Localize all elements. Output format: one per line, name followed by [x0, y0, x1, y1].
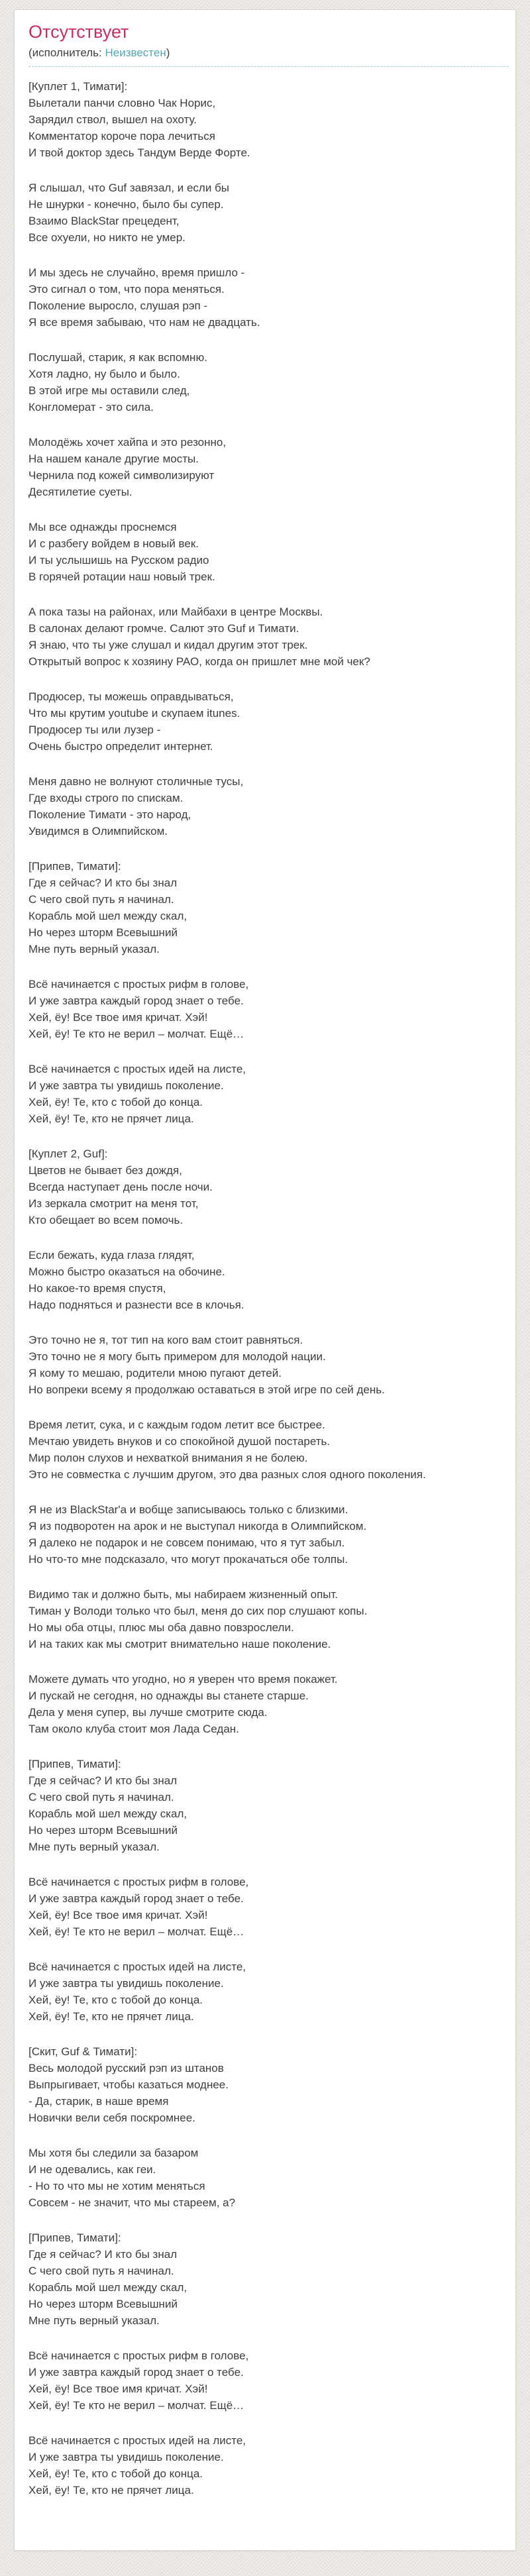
lyrics-line: Время летит, сука, и с каждым годом летит все быстрее.: [28, 1419, 325, 1432]
lyrics-line: И уже завтра ты увидишь поколение.: [28, 1079, 224, 1093]
lyrics-line: Новички вели себя поскромнее.: [28, 2112, 195, 2125]
artist-label-suffix: ): [166, 46, 170, 60]
lyrics-stanza: [28, 1417, 509, 1483]
lyrics-line: На нашем канале другие мосты.: [28, 453, 199, 466]
lyrics-stanza: [28, 1332, 509, 1398]
lyrics-stanza: [28, 1501, 509, 1568]
lyrics-line: Хей, ёу! Те кто не верил – молчат. Ещё…: [28, 1925, 244, 1939]
lyrics-line: И на таких как мы смотрит внимательно наше поколение.: [28, 1638, 331, 1651]
lyrics-line: Открытый вопрос к хозяину РАО, когда он пришлет мне мой чек?: [28, 655, 370, 669]
lyrics-stanza: [28, 2347, 509, 2414]
lyrics-line: В салонах делают громче. Салют это Guf и Тимати.: [28, 622, 299, 635]
lyrics-stanza: [28, 519, 509, 585]
lyrics-stanza: [28, 78, 509, 161]
lyrics-line: Не шнурки - конечно, было бы супер.: [28, 198, 224, 211]
lyrics-line: Всё начинается с простых идей на листе,: [28, 1063, 246, 1076]
lyrics-stanza: [28, 1671, 509, 1737]
page-background: [0, 9, 530, 2576]
lyrics-line: Молодёжь хочет хайпа и это резонно,: [28, 436, 227, 449]
lyrics-line: Можете думать что угодно, но я уверен что время покажет.: [28, 1673, 338, 1686]
lyrics-line: Я слышал, что Guf завязал, и если бы: [28, 182, 230, 195]
lyrics-line: И уже завтра каждый город знает о тебе.: [28, 994, 244, 1008]
lyrics-line: Всё начинается с простых идей на листе,: [28, 1960, 246, 1974]
lyrics-line: Можно быстро оказаться на обочине.: [28, 1265, 225, 1279]
lyrics-line: Там около клуба стоит моя Лада Седан.: [28, 1723, 239, 1736]
lyrics-stanza: [28, 688, 509, 755]
lyrics-line: Продюсер, ты можешь оправдываться,: [28, 690, 234, 704]
lyrics-line: Увидимся в Олимпийском.: [28, 825, 168, 838]
artist-line: [28, 46, 509, 67]
lyrics-line: Десятилетие суеты.: [28, 486, 132, 499]
lyrics-line: Комментатор короче пора лечиться: [28, 130, 215, 143]
lyrics-stanza: [28, 1756, 509, 1855]
lyrics-line: И твой доктор здесь Тандум Верде Форте.: [28, 146, 250, 160]
lyrics-line: И с разбегу войдем в новый век.: [28, 537, 199, 551]
lyrics-line: С чего свой путь я начинал.: [28, 893, 174, 906]
lyrics-line: Если бежать, куда глаза глядят,: [28, 1249, 195, 1262]
lyrics-stanza: [28, 2432, 509, 2498]
lyrics-line: И ты услышишь на Русском радио: [28, 554, 209, 567]
lyrics-text: [28, 78, 509, 2498]
lyrics-line: В горячей ротации наш новый трек.: [28, 570, 215, 584]
lyrics-stanza: [28, 976, 509, 1042]
lyrics-line: Я кому то мешаю, родители мною пугают детей.: [28, 1367, 282, 1380]
lyrics-line: Мне путь верный указал.: [28, 2314, 160, 2328]
lyrics-line: Где входы строго по спискам.: [28, 792, 184, 805]
page-title: Отсутствует: [28, 22, 129, 42]
lyrics-line: Я все время забываю, что нам не двадцать.: [28, 316, 260, 329]
lyrics-line: Цветов не бывает без дождя,: [28, 1164, 182, 1177]
lyrics-line: Хей, ёу! Те, кто не прячет лица.: [28, 1112, 194, 1126]
lyrics-stanza: [28, 1586, 509, 1652]
lyrics-line: Я знаю, что ты уже слушал и кидал другим этот трек.: [28, 639, 308, 652]
lyrics-line: [Припев, Тимати]:: [28, 2231, 121, 2245]
artist-link[interactable]: Неизвестен: [105, 46, 166, 60]
lyrics-line: Продюсер ты или лузер -: [28, 724, 161, 737]
lyrics-stanza: [28, 2145, 509, 2211]
lyrics-stanza: [28, 2043, 509, 2126]
lyrics-line: Корабль мой шел между скал,: [28, 910, 187, 923]
lyrics-line: Меня давно не волнуют столичные тусы,: [28, 775, 244, 788]
lyrics-line: Всё начинается с простых идей на листе,: [28, 2434, 246, 2447]
lyrics-line: Дела у меня супер, вы лучше смотрите сюда.: [28, 1706, 268, 1719]
lyrics-line: Где я сейчас? И кто бы знал: [28, 877, 178, 890]
lyrics-line: И уже завтра каждый город знает о тебе.: [28, 1892, 244, 1905]
lyrics-line: Но через шторм Всевышний: [28, 926, 178, 939]
lyrics-stanza: [28, 264, 509, 331]
lyrics-line: - Но то что мы не хотим меняться: [28, 2180, 205, 2193]
lyrics-line: Совсем - не значит, что мы стареем, а?: [28, 2196, 236, 2210]
lyrics-line: Видимо так и должно быть, мы набираем жизненный опыт.: [28, 1588, 339, 1601]
lyrics-stanza: [28, 434, 509, 500]
lyrics-line: Я не из BlackStar'a и вобще записываюсь только с близкими.: [28, 1503, 348, 1517]
lyrics-line: Но через шторм Всевышний: [28, 1824, 178, 1837]
lyrics-stanza: [28, 2229, 509, 2329]
lyrics-line: Хей, ёу! Те кто не верил – молчат. Ещё…: [28, 2399, 244, 2412]
lyrics-line: Тиман у Володи только что был, меня до сих пор слушают копы.: [28, 1605, 368, 1618]
lyrics-line: Мир полон слухов и нехваткой внимания я не болею.: [28, 1452, 308, 1465]
lyrics-line: Где я сейчас? И кто бы знал: [28, 1774, 178, 1788]
lyrics-line: И уже завтра ты увидишь поколение.: [28, 2451, 224, 2464]
lyrics-line: Хей, ёу! Те, кто не прячет лица.: [28, 2484, 194, 2497]
lyrics-line: И мы здесь не случайно, время пришло -: [28, 266, 245, 280]
lyrics-line: Хей, ёу! Все твое имя кричат. Хэй!: [28, 1909, 208, 1922]
lyrics-line: Я из подворотен на арок и не выступал никогда в Олимпийском.: [28, 1520, 367, 1533]
lyrics-line: Всё начинается с простых рифм в голове,: [28, 978, 249, 991]
lyrics-line: Послушай, старик, я как вспомню.: [28, 351, 207, 364]
lyrics-line: Я далеко не подарок и не совсем понимаю, что я тут забыл.: [28, 1536, 345, 1550]
lyrics-line: Хей, ёу! Те, кто с тобой до конца.: [28, 2467, 203, 2481]
lyrics-line: И уже завтра каждый город знает о тебе.: [28, 2366, 244, 2379]
lyrics-line: Но через шторм Всевышний: [28, 2298, 178, 2311]
lyrics-line: Это точно не я могу быть примером для молодой нации.: [28, 1350, 326, 1364]
lyrics-line: Но мы оба отцы, плюс мы оба давно повзрослели.: [28, 1621, 294, 1635]
lyrics-line: Корабль мой шел между скал,: [28, 2281, 187, 2294]
lyrics-line: Это точно не я, тот тип на кого вам стоит равняться.: [28, 1334, 303, 1347]
artist-label-prefix: (исполнитель:: [28, 46, 105, 60]
lyrics-stanza: [28, 773, 509, 839]
lyrics-line: Зарядил ствол, вышел на охоту.: [28, 113, 197, 127]
lyrics-line: Выпрыгивает, чтобы казаться моднее.: [28, 2078, 229, 2092]
lyrics-line: Это сигнал о том, что пора меняться.: [28, 283, 225, 296]
lyrics-line: Хей, ёу! Те, кто с тобой до конца.: [28, 1096, 203, 1109]
lyrics-line: Что мы крутим youtube и скупаем itunes.: [28, 707, 240, 720]
lyrics-line: Всё начинается с простых рифм в голове,: [28, 2349, 249, 2363]
lyrics-line: [Припев, Тимати]:: [28, 1758, 121, 1771]
lyrics-line: Всегда наступает день после ночи.: [28, 1181, 213, 1194]
lyrics-stanza: [28, 1874, 509, 1940]
lyrics-line: Чернила под кожей символизируют: [28, 469, 215, 482]
lyrics-stanza: [28, 1146, 509, 1228]
lyrics-line: [Припев, Тимати]:: [28, 860, 121, 873]
lyrics-line: Весь молодой русский рэп из штанов: [28, 2062, 224, 2075]
lyrics-line: Но вопреки всему я продолжаю оставаться в этой игре по сей день.: [28, 1383, 385, 1397]
lyrics-line: Надо подняться и разнести все в клочья.: [28, 1299, 244, 1312]
lyrics-line: Но какое-то время спустя,: [28, 1282, 166, 1295]
lyrics-line: Всё начинается с простых рифм в голове,: [28, 1876, 249, 1889]
lyrics-line: Мы все однажды проснемся: [28, 521, 177, 534]
lyrics-stanza: [28, 349, 509, 415]
lyrics-line: А пока тазы на районах, или Майбахи в центре Москвы.: [28, 606, 323, 619]
lyrics-line: Поколение выросло, слушая рэп -: [28, 299, 208, 313]
lyrics-line: Хей, ёу! Те, кто не прячет лица.: [28, 2010, 194, 2023]
lyrics-line: Хотя ладно, ну было и было.: [28, 368, 180, 381]
lyrics-line: Но что-то мне подсказало, что могут прокачаться обе толпы.: [28, 1553, 348, 1566]
lyrics-line: Из зеркала смотрит на меня тот,: [28, 1197, 199, 1210]
lyrics-line: Хей, ёу! Те кто не верил – молчат. Ещё…: [28, 1028, 244, 1041]
lyrics-line: Вылетали панчи словно Чак Норис,: [28, 97, 216, 110]
lyrics-line: И уже завтра ты увидишь поколение.: [28, 1977, 224, 1990]
lyrics-stanza: [28, 858, 509, 957]
lyrics-line: Очень быстро определит интернет.: [28, 740, 213, 753]
lyrics-line: Взаимо BlackStar прецедент,: [28, 215, 180, 228]
lyrics-line: Конгломерат - это сила.: [28, 401, 154, 414]
lyrics-card: [14, 9, 516, 2551]
lyrics-line: Мне путь верный указал.: [28, 943, 160, 956]
lyrics-line: Мне путь верный указал.: [28, 1841, 160, 1854]
lyrics-line: И не одевались, как геи.: [28, 2163, 156, 2176]
lyrics-stanza: [28, 180, 509, 246]
lyrics-stanza: [28, 1247, 509, 1313]
lyrics-line: Мы хотя бы следили за базаром: [28, 2147, 199, 2160]
lyrics-line: Мечтаю увидеть внуков и со спокойной душой постареть.: [28, 1435, 331, 1448]
lyrics-line: [Куплет 1, Тимати]:: [28, 80, 128, 93]
lyrics-line: Все охуели, но никто не умер.: [28, 231, 186, 244]
lyrics-stanza: [28, 1959, 509, 2025]
lyrics-stanza: [28, 1061, 509, 1127]
lyrics-line: И пускай не сегодня, но однажды вы станете старше.: [28, 1690, 309, 1703]
lyrics-line: Хей, ёу! Все твое имя кричат. Хэй!: [28, 1011, 208, 1024]
lyrics-line: Где я сейчас? И кто бы знал: [28, 2248, 178, 2261]
lyrics-line: [Скит, Guf & Тимати]:: [28, 2045, 138, 2059]
lyrics-line: Хей, ёу! Те, кто с тобой до конца.: [28, 1994, 203, 2007]
lyrics-line: Это не совместка с лучшим другом, это два разных слоя одного поколения.: [28, 1468, 426, 1481]
lyrics-line: С чего свой путь я начинал.: [28, 1791, 174, 1804]
lyrics-line: В этой игре мы оставили след,: [28, 384, 190, 398]
lyrics-line: [Куплет 2, Guf]:: [28, 1148, 108, 1161]
lyrics-line: Кто обещает во всем помочь.: [28, 1214, 184, 1227]
lyrics-line: - Да, старик, в наше время: [28, 2095, 169, 2108]
lyrics-line: Поколение Тимати - это народ,: [28, 808, 191, 822]
lyrics-line: Корабль мой шел между скал,: [28, 1807, 187, 1821]
lyrics-stanza: [28, 604, 509, 670]
lyrics-line: С чего свой путь я начинал.: [28, 2265, 174, 2278]
lyrics-line: Хей, ёу! Все твое имя кричат. Хэй!: [28, 2383, 208, 2396]
